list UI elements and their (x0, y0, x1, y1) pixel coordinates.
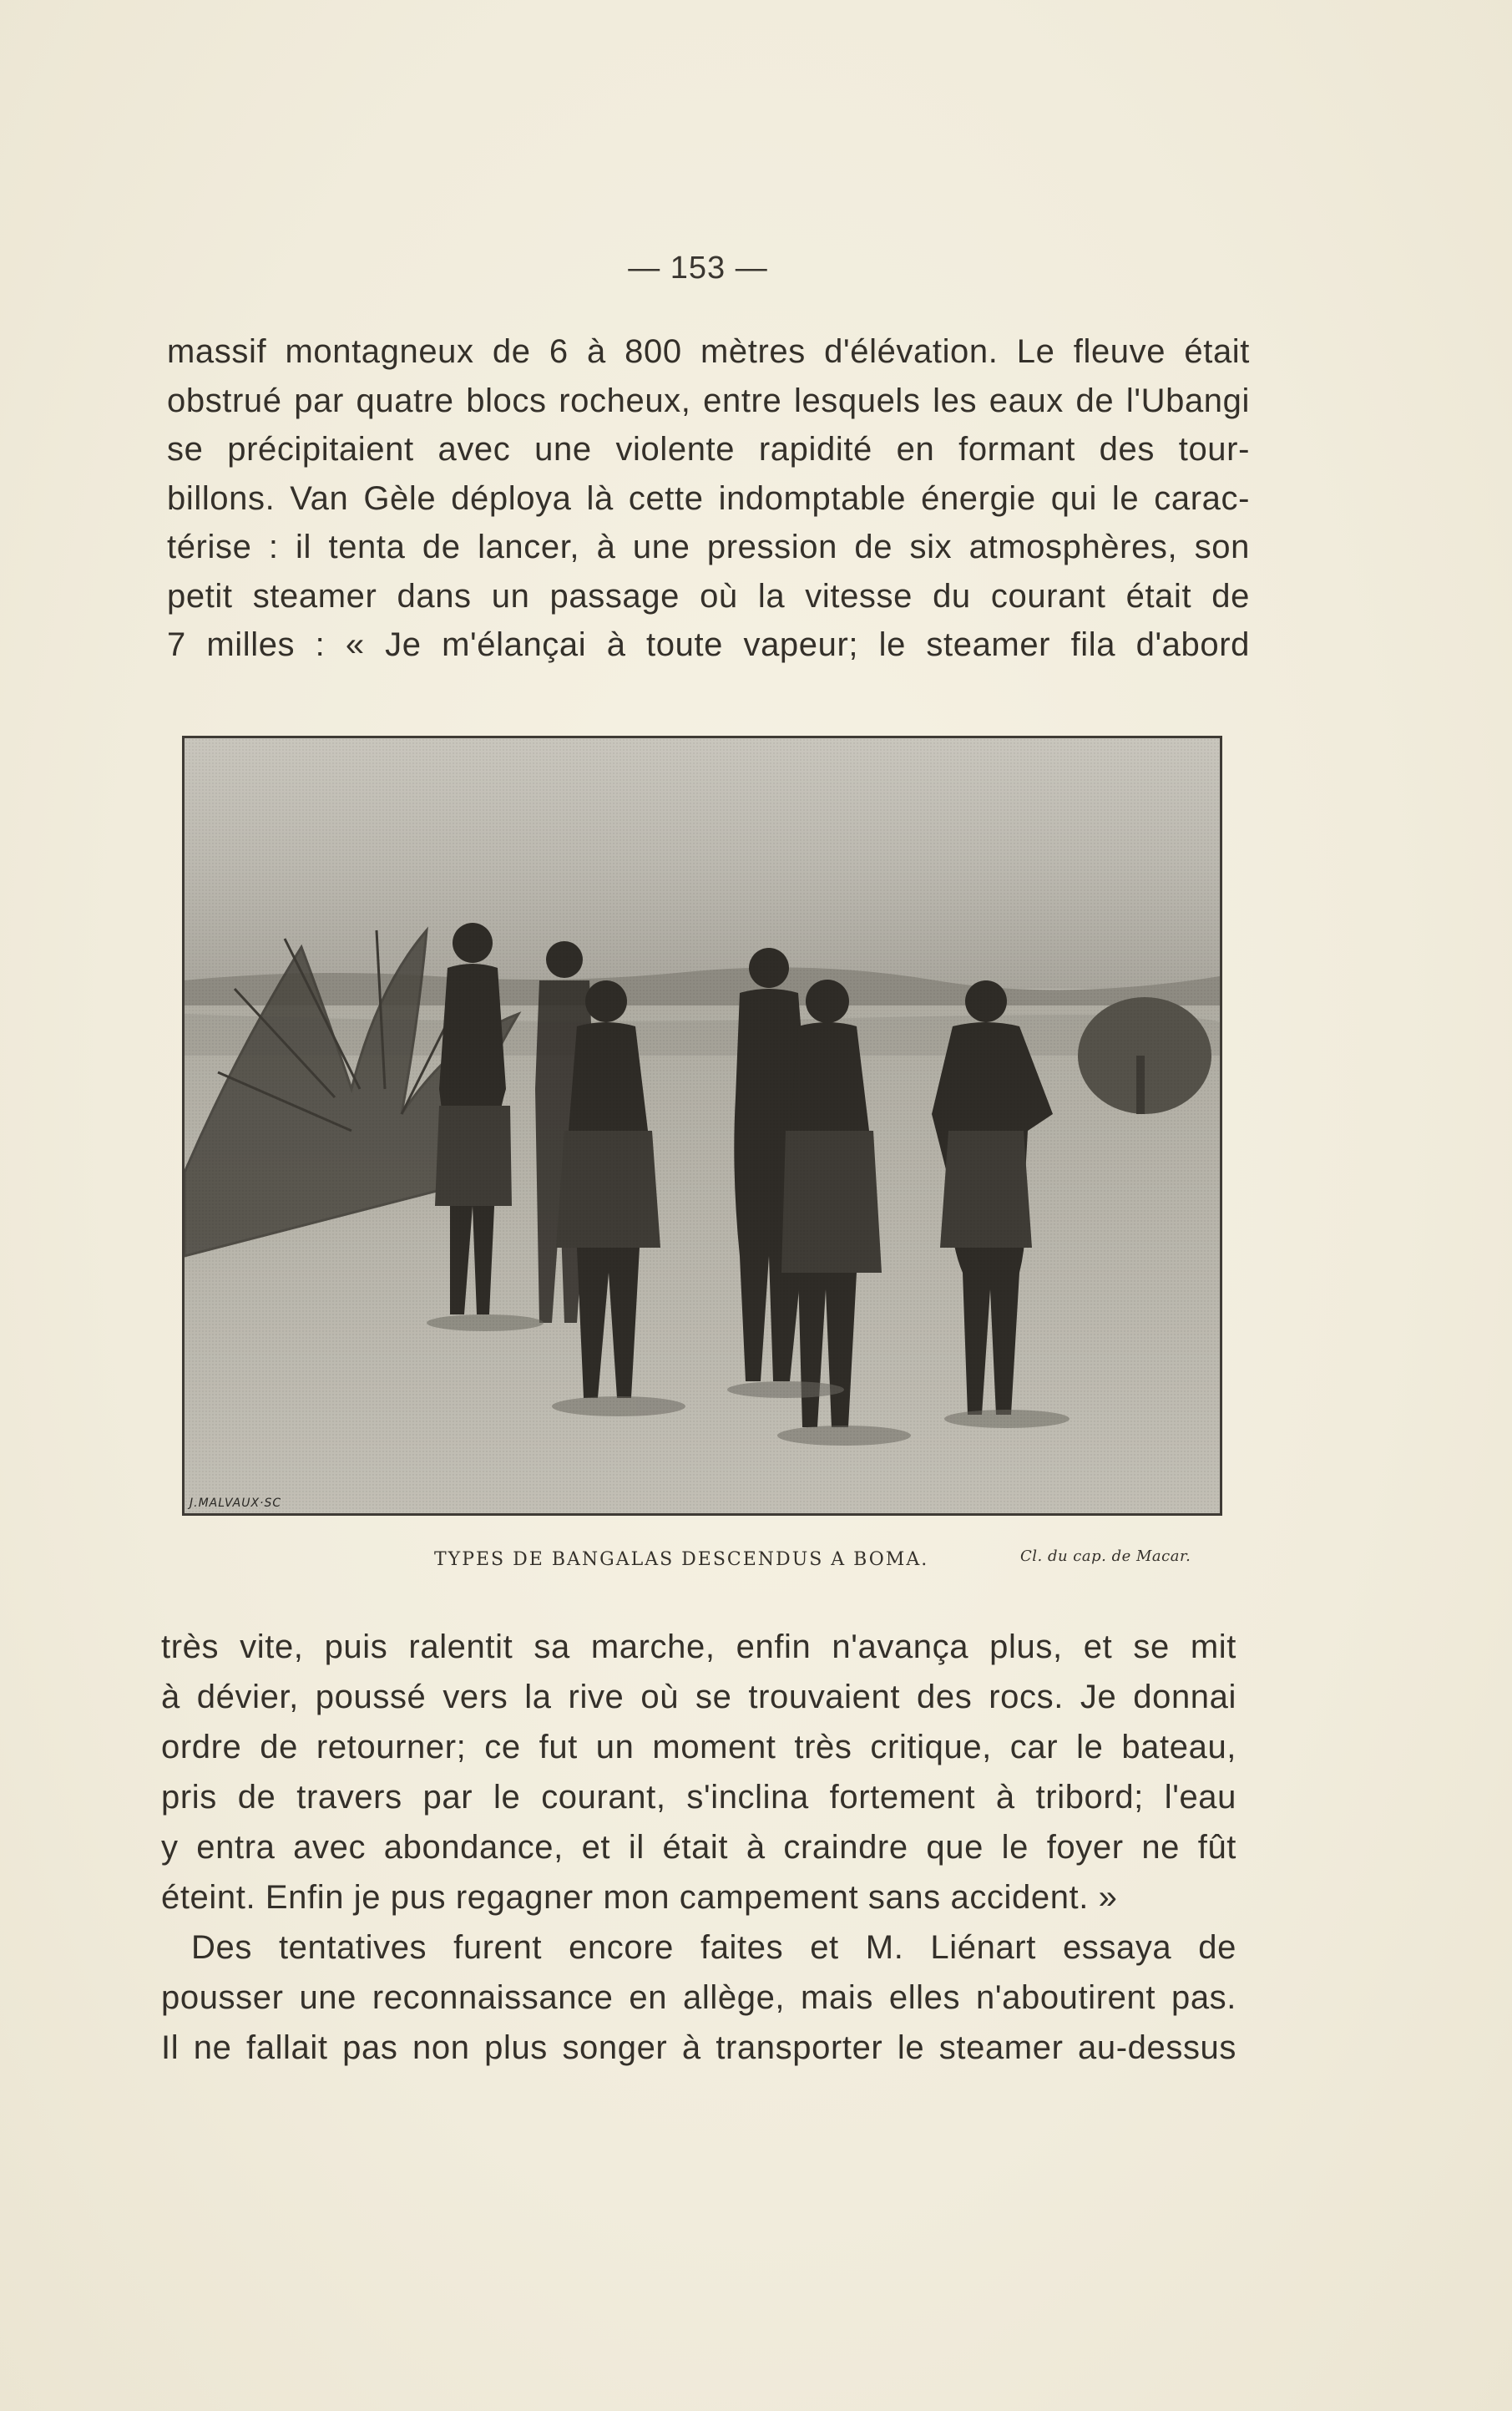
text-line: ordre de retourner; ce fut un moment très critique, car le bateau, (161, 1729, 1236, 1765)
page-number: — 153 — (628, 251, 768, 286)
photo-credit: Cl. du cap. de Macar. (1020, 1547, 1191, 1565)
text-line: billons. Van Gèle déploya là cette indomptable énergie qui le carac- (167, 479, 1250, 517)
text-line: Il ne fallait pas non plus songer à transporter le steamer au-dessus (161, 2029, 1236, 2066)
figure-caption: TYPES DE BANGALAS DESCENDUS A BOMA. (434, 1549, 929, 1570)
text-line: petit steamer dans un passage où la vitesse du courant était de (167, 577, 1250, 615)
text-line: massif montagneux de 6 à 800 mètres d'élévation. Le fleuve était (167, 333, 1250, 370)
lower-paragraph (161, 1622, 1236, 2073)
photo-illustration (185, 738, 1220, 1513)
text-line: à dévier, poussé vers la rive où se trouvaient des rocs. Je donnai (161, 1679, 1236, 1715)
upper-paragraph (167, 327, 1250, 670)
text-line: pris de travers par le courant, s'inclina fortement à tribord; l'eau (161, 1779, 1236, 1816)
halftone-photograph (182, 736, 1222, 1516)
text-line: très vite, puis ralentit sa marche, enfin n'avança plus, et se mit (161, 1628, 1236, 1665)
text-line: Des tentatives furent encore faites et M. Liénart essaya de (191, 1929, 1236, 1966)
text-line: se précipitaient avec une violente rapidité en formant des tour- (167, 431, 1250, 468)
text-line: 7 milles : « Je m'élançai à toute vapeur; le steamer fila d'abord (167, 626, 1250, 663)
text-line: y entra avec abondance, et il était à craindre que le foyer ne fût (161, 1829, 1236, 1866)
text-line: éteint. Enfin je pus regagner mon campement sans accident. » (161, 1879, 1118, 1916)
text-line: térise : il tenta de lancer, à une pression de six atmosphères, son (167, 529, 1250, 565)
text-line: pousser une reconnaissance en allège, mais elles n'aboutirent pas. (161, 1979, 1236, 2016)
engraver-signature: J.MALVAUX·SC (190, 1497, 282, 1510)
text-line: obstrué par quatre blocs rocheux, entre lesquels les eaux de l'Ubangi (167, 382, 1250, 419)
